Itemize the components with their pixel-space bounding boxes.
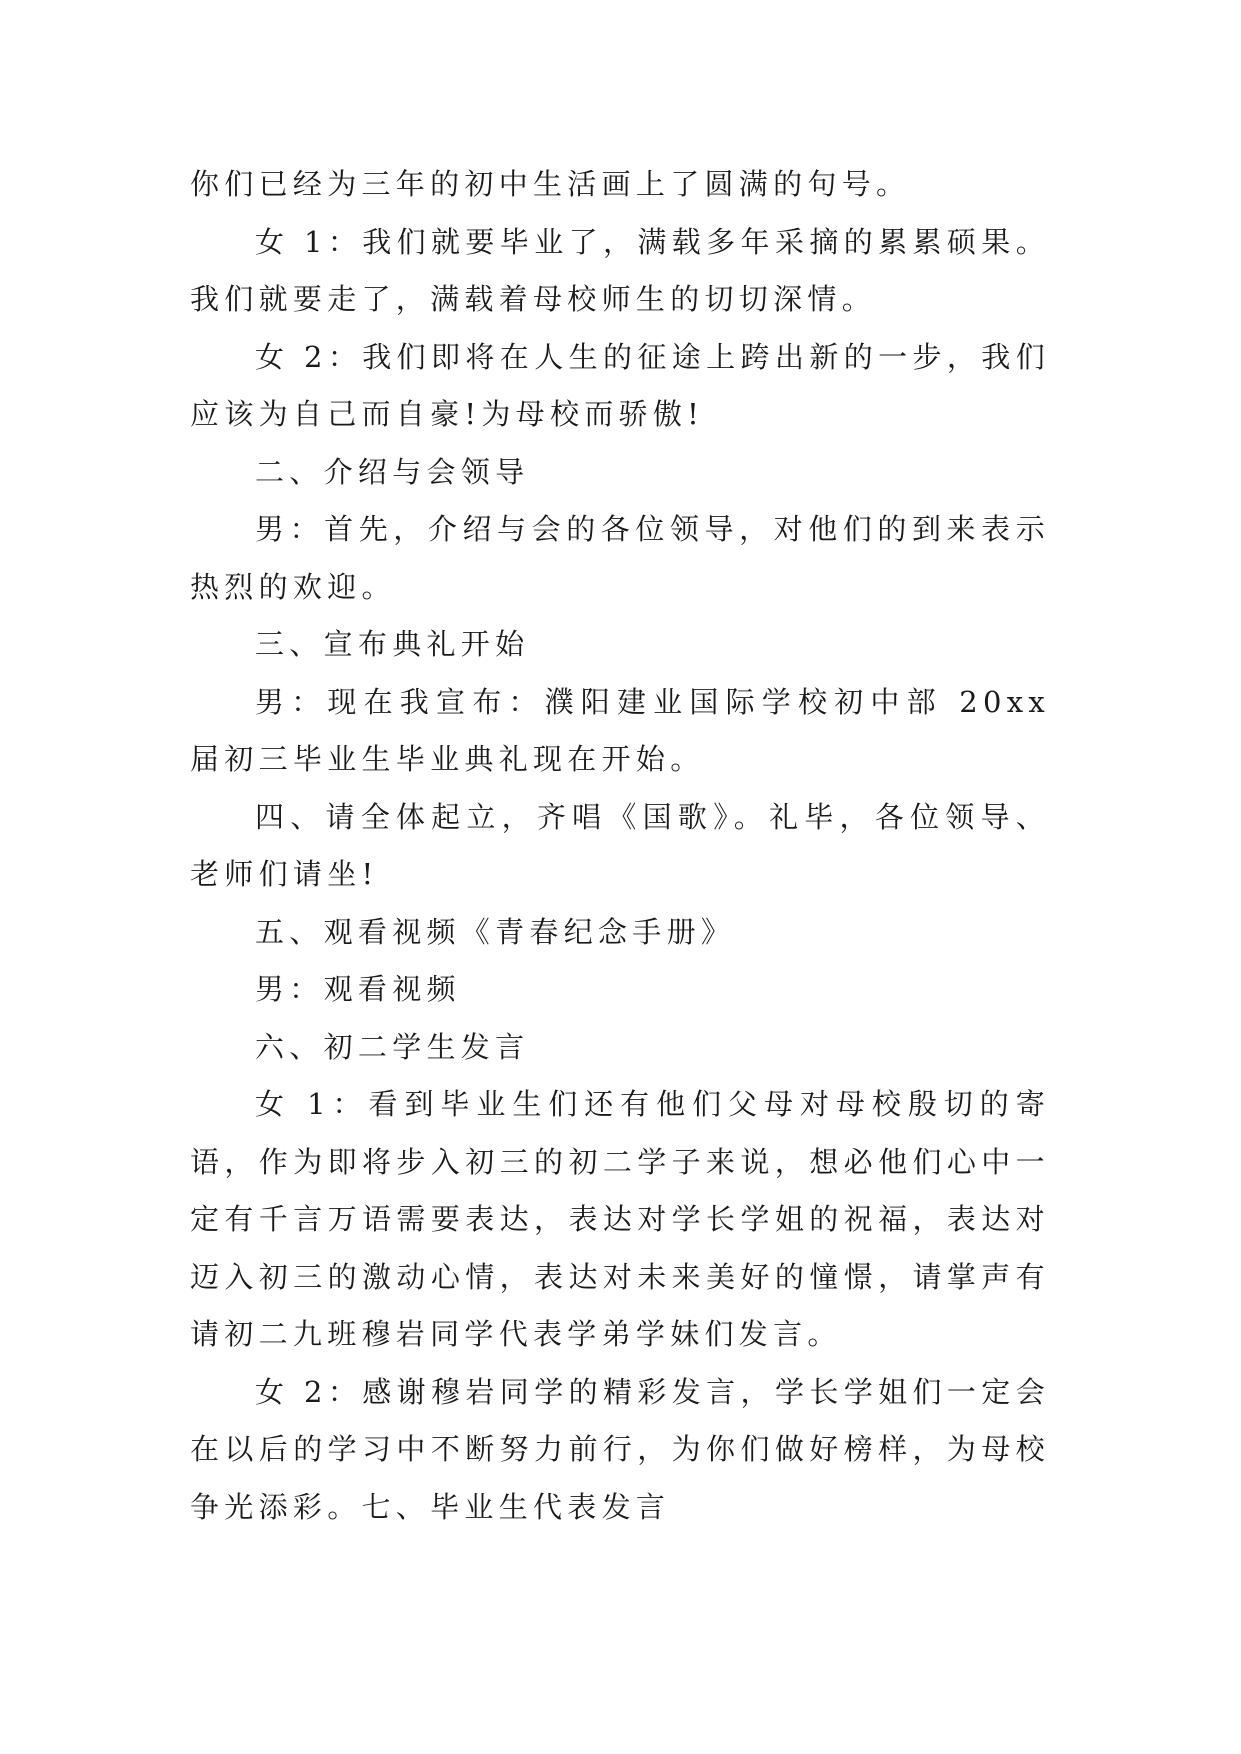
paragraph: 男：首先，介绍与会的各位领导，对他们的到来表示热烈的欢迎。 bbox=[190, 512, 1050, 604]
paragraph: 女 2：我们即将在人生的征途上跨出新的一步，我们应该为自己而自豪!为母校而骄傲! bbox=[190, 339, 1050, 431]
paragraph: 男：观看视频 bbox=[255, 972, 461, 1006]
section-heading: 三、宣布典礼开始 bbox=[255, 627, 530, 661]
paragraph: 男：现在我宣布：濮阳建业国际学校初中部 20xx 届初三毕业生毕业典礼现在开始。 bbox=[190, 684, 1050, 776]
section-heading: 四、请全体起立，齐唱《国歌》。礼毕，各位领导、老师们请坐! bbox=[190, 799, 1050, 891]
paragraph: 女 2：感谢穆岩同学的精彩发言，学长学姐们一定会在以后的学习中不断努力前行，为你们做好榜样，为母校争光添彩。七、毕业生代表发言 bbox=[190, 1374, 1050, 1524]
document-body bbox=[190, 156, 1050, 1536]
section-heading: 六、初二学生发言 bbox=[255, 1029, 530, 1064]
paragraph: 你们已经为三年的初中生活画上了圆满的句号。 bbox=[190, 167, 911, 201]
section-heading: 五、观看视频《青春纪念手册》 bbox=[255, 914, 736, 949]
paragraph: 女 1：我们就要毕业了，满载多年采摘的累累硕果。我们就要走了，满载着母校师生的切切深情。 bbox=[190, 224, 1050, 316]
section-heading: 二、介绍与会领导 bbox=[255, 454, 530, 489]
paragraph: 女 1：看到毕业生们还有他们父母对母校殷切的寄语，作为即将步入初三的初二学子来说，想必他们心中一定有千言万语需要表达，表达对学长学姐的祝福，表达对迈入初三的激动心情，表达对未来美好的憧憬，请掌声有请初二九班穆岩同学代表学弟学妹们发言。 bbox=[190, 1087, 1050, 1351]
